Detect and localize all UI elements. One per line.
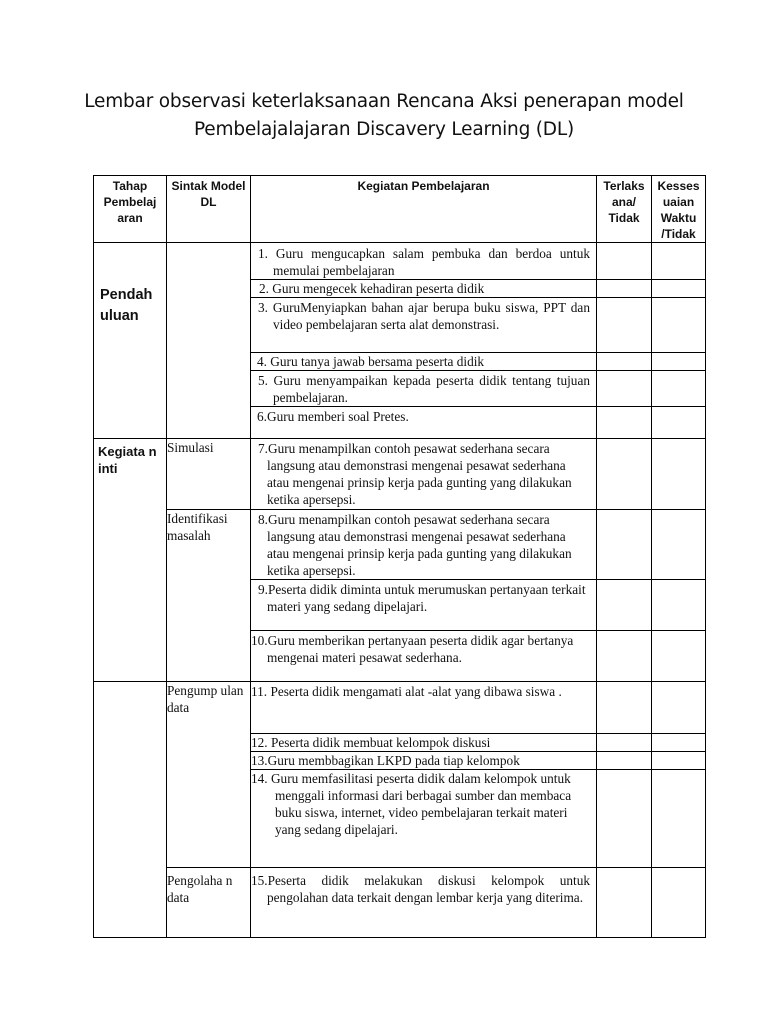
- sintak-pengolahan: Pengolaha n data: [167, 868, 251, 938]
- tahap-pendahuluan: Pendah uluan: [100, 287, 153, 324]
- sintak-simulasi: Simulasi: [167, 439, 251, 510]
- terlaksana-cell[interactable]: [597, 280, 652, 298]
- activity-text: 3. GuruMenyiapkan bahan ajar berupa buku siswa, PPT dan video pembelajaran serta alat demonstrasi.: [258, 300, 590, 332]
- kesesuaian-cell[interactable]: [652, 868, 706, 938]
- activity-cell: [251, 371, 597, 407]
- terlaksana-cell[interactable]: [597, 752, 652, 770]
- terlaksana-cell[interactable]: [597, 510, 652, 580]
- sintak-pengumpulan: Pengump ulan data: [167, 682, 251, 868]
- title-line-1: Lembar observasi keterlaksanaan Rencana Aksi penerapan model: [84, 91, 684, 112]
- tahap-empty-cell: [94, 682, 167, 938]
- kesesuaian-cell[interactable]: [652, 407, 706, 439]
- activity-text: 5. Guru menyampaikan kepada peserta didik tentang tujuan pembelajaran.: [258, 373, 590, 405]
- activity-text: 7.Guru menampilkan contoh pesawat sederhana secara langsung atau demonstrasi mengenai pesawat sederhana atau mengenai prinsip kerja pada gunting yang dilakukan ketika apersepsi.: [258, 441, 572, 507]
- page-title: [0, 88, 768, 144]
- kesesuaian-cell[interactable]: [652, 752, 706, 770]
- header-terlaksana: Terlaks ana/ Tidak: [597, 176, 652, 243]
- activity-cell: [251, 298, 597, 353]
- activity-cell: [251, 243, 597, 280]
- activity-text: 4. Guru tanya jawab bersama peserta didik: [257, 354, 485, 369]
- activity-text: 14. Guru memfasilitasi peserta didik dalam kelompok untuk menggali informasi dari berbagai sumber dan membaca buku siswa, internet, video pembelajaran terkait materi yang sedang dipelajari.: [251, 771, 572, 837]
- activity-text: 11. Peserta didik mengamati alat -alat yang dibawa siswa .: [251, 684, 562, 699]
- terlaksana-cell[interactable]: [597, 868, 652, 938]
- activity-text: 10.Guru memberikan pertanyaan peserta didik agar bertanya mengenai materi pesawat sederhana.: [251, 633, 574, 665]
- activity-cell: [251, 439, 597, 510]
- activity-text: 12. Peserta didik membuat kelompok diskusi: [251, 735, 491, 750]
- table-row: [94, 243, 706, 280]
- terlaksana-cell[interactable]: [597, 407, 652, 439]
- activity-cell: [251, 752, 597, 770]
- activity-cell: [251, 353, 597, 371]
- header-tahap: Tahap Pembelaj aran: [94, 176, 167, 243]
- terlaksana-cell[interactable]: [597, 631, 652, 682]
- terlaksana-cell[interactable]: [597, 439, 652, 510]
- terlaksana-cell[interactable]: [597, 770, 652, 868]
- tahap-pendahuluan-cell: [94, 243, 167, 439]
- kesesuaian-cell[interactable]: [652, 510, 706, 580]
- terlaksana-cell[interactable]: [597, 734, 652, 752]
- kesesuaian-cell[interactable]: [652, 298, 706, 353]
- terlaksana-cell[interactable]: [597, 580, 652, 631]
- terlaksana-cell[interactable]: [597, 243, 652, 280]
- activity-text: 1. Guru mengucapkan salam pembuka dan berdoa untuk memulai pembelajaran: [258, 246, 590, 278]
- table-row: [94, 439, 706, 510]
- kesesuaian-cell[interactable]: [652, 682, 706, 734]
- kesesuaian-cell[interactable]: [652, 734, 706, 752]
- table-row: [94, 682, 706, 734]
- table-row: [94, 868, 706, 938]
- activity-cell: [251, 407, 597, 439]
- observation-table: [93, 175, 706, 938]
- terlaksana-cell[interactable]: [597, 353, 652, 371]
- title-line-2: Pembelajalajaran Discavery Learning (DL): [194, 119, 574, 140]
- sintak-identifikasi: Identifikasi masalah: [167, 510, 251, 682]
- activity-text: 9.Peserta didik diminta untuk merumuskan pertanyaan terkait materi yang sedang dipelajari.: [258, 582, 586, 614]
- activity-cell: [251, 770, 597, 868]
- activity-cell: [251, 510, 597, 580]
- activity-cell: [251, 631, 597, 682]
- activity-cell: [251, 734, 597, 752]
- kesesuaian-cell[interactable]: [652, 770, 706, 868]
- header-row: [94, 176, 706, 243]
- terlaksana-cell[interactable]: [597, 682, 652, 734]
- kesesuaian-cell[interactable]: [652, 353, 706, 371]
- kesesuaian-cell[interactable]: [652, 280, 706, 298]
- activity-cell: [251, 280, 597, 298]
- terlaksana-cell[interactable]: [597, 298, 652, 353]
- kesesuaian-cell[interactable]: [652, 439, 706, 510]
- header-kesesuaian: Kesses uaian Waktu /Tidak: [652, 176, 706, 243]
- header-sintak: Sintak Model DL: [167, 176, 251, 243]
- terlaksana-cell[interactable]: [597, 371, 652, 407]
- activity-cell: [251, 682, 597, 734]
- kesesuaian-cell[interactable]: [652, 580, 706, 631]
- activity-text: 15.Peserta didik melakukan diskusi kelompok untuk pengolahan data terkait dengan lembar kerja yang diterima.: [251, 873, 590, 905]
- kesesuaian-cell[interactable]: [652, 631, 706, 682]
- kesesuaian-cell[interactable]: [652, 371, 706, 407]
- header-kegiatan: Kegiatan Pembelajaran: [251, 176, 597, 243]
- table-row: [94, 510, 706, 580]
- tahap-inti: Kegiata n inti: [98, 444, 157, 476]
- activity-text: 13.Guru membbagikan LKPD pada tiap kelompok: [251, 753, 520, 768]
- tahap-inti-cell: [94, 439, 167, 682]
- activity-text: 2. Guru mengecek kehadiran peserta didik: [259, 281, 485, 296]
- sintak-empty-cell: [167, 243, 251, 439]
- activity-cell: [251, 580, 597, 631]
- activity-text: 8.Guru menampilkan contoh pesawat sederhana secara langsung atau demonstrasi mengenai pesawat sederhana atau mengenai prinsip kerja pada gunting yang dilakukan ketika apersepsi.: [258, 512, 572, 578]
- activity-text: 6.Guru memberi soal Pretes.: [257, 409, 409, 424]
- kesesuaian-cell[interactable]: [652, 243, 706, 280]
- activity-cell: [251, 868, 597, 938]
